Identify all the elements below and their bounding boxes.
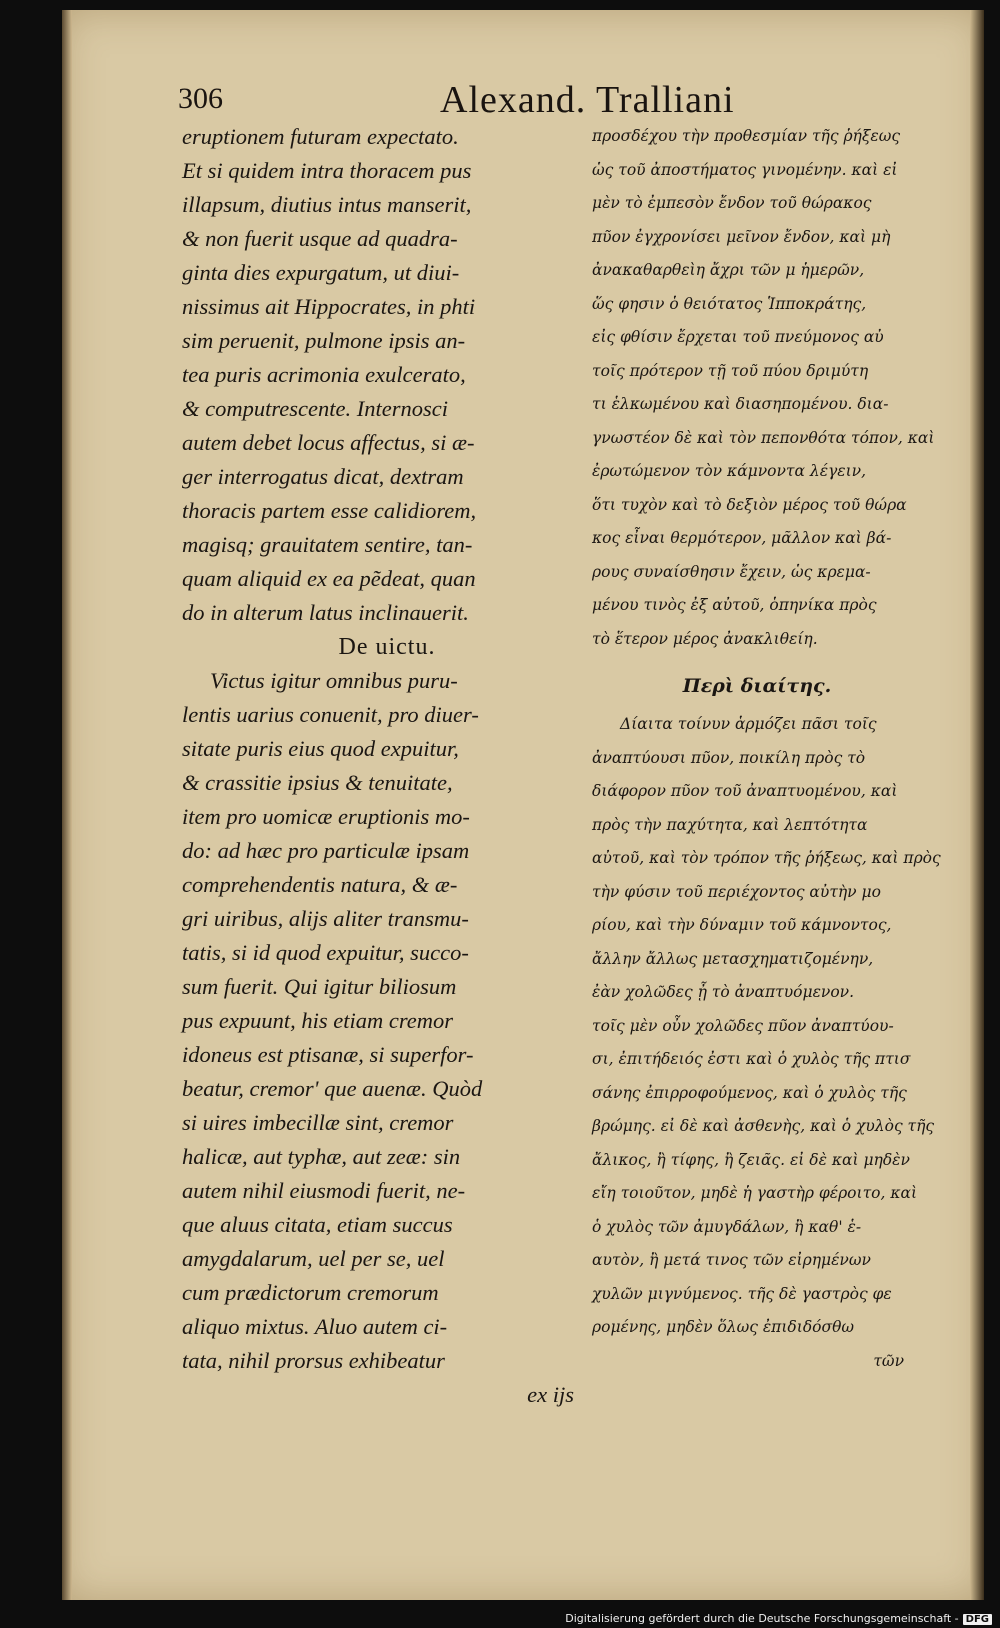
text-line: ἀναπτύουσι πῦον, ποικίλη πρὸς τὸ bbox=[592, 748, 866, 767]
text-line: σι, ἐπιτήδειός ἐστι καὶ ὁ χυλὸς τῆς πτισ bbox=[592, 1050, 911, 1068]
text-line: ἄλικος, ἢ τίφης, ἢ ζειᾶς. εἰ δὲ καὶ μηδὲν bbox=[592, 1150, 910, 1169]
text-line: halicæ, aut typhæ, aut zeæ: sin bbox=[182, 1144, 461, 1169]
digitization-credit bbox=[565, 1612, 992, 1625]
page-edge-shadow bbox=[970, 10, 984, 1600]
text-line: do: ad hæc pro particulæ ipsam bbox=[182, 838, 470, 863]
text-line: sim peruenit, pulmone ipsis an- bbox=[182, 328, 466, 353]
text-line: tatis, si id quod expuitur, succo- bbox=[182, 940, 469, 965]
text-line: ἐρωτώμενον τὸν κάμνοντα λέγειν, bbox=[592, 462, 867, 480]
running-head: Alexand. Tralliani bbox=[440, 79, 735, 121]
greek-column bbox=[592, 120, 941, 1378]
text-line: ἐὰν χολῶδες ᾖ τὸ ἀναπτυόμενον. bbox=[592, 983, 854, 1001]
text-line: ὁ χυλὸς τῶν ἀμυγδάλων, ἢ καθ' ἑ- bbox=[592, 1217, 862, 1236]
text-line: εἴη τοιοῦτον, μηδὲ ἡ γαστὴρ φέροιτο, καὶ bbox=[592, 1184, 918, 1202]
text-line: σάνης ἐπιρροφούμενος, καὶ ὁ χυλὸς τῆς bbox=[592, 1083, 907, 1102]
text-line: μένου τινὸς ἐξ αὐτοῦ, ὁπηνίκα πρὸς bbox=[592, 596, 877, 614]
text-line: eruptionem futuram expectato. bbox=[182, 124, 459, 149]
text-line: Victus igitur omnibus puru- bbox=[210, 668, 458, 693]
text-line: Et si quidem intra thoracem pus bbox=[182, 158, 472, 183]
text-line: εἰς φθίσιν ἔρχεται τοῦ πνεύμονος αὐ bbox=[592, 328, 884, 346]
latin-catchword: ex ijs bbox=[527, 1382, 574, 1407]
text-line: pus expuunt, his etiam cremor bbox=[182, 1008, 453, 1033]
text-line: & computrescente. Internosci bbox=[182, 396, 448, 421]
text-line: ger interrogatus dicat, dextram bbox=[182, 464, 464, 489]
text-line: βρώμης. εἰ δὲ καὶ ἀσθενὴς, καὶ ὁ χυλὸς τῆς bbox=[592, 1117, 935, 1135]
text-line: χυλῶν μιγνύμενος. τῆς δὲ γαστρὸς φε bbox=[592, 1284, 892, 1303]
text-line: πρὸς τὴν παχύτητα, καὶ λεπτότητα bbox=[592, 815, 868, 834]
page-number: 306 bbox=[178, 82, 223, 115]
text-line: Δίαιτα τοίνυν ἁρμόζει πᾶσι τοῖς bbox=[620, 715, 877, 733]
text-line: προσδέχου τὴν προθεσμίαν τῆς ῥήξεως bbox=[592, 127, 901, 145]
text-line: beatur, cremor' que auenæ. Quòd bbox=[182, 1076, 483, 1101]
text-line: nissimus ait Hippocrates, in phti bbox=[182, 294, 476, 319]
text-line: ὅτι τυχὸν καὶ τὸ δεξιὸν μέρος τοῦ θώρα bbox=[592, 495, 907, 514]
text-line: tea puris acrimonia exulcerato, bbox=[182, 362, 466, 387]
latin-section-heading: De uictu. bbox=[338, 634, 436, 660]
text-line: τοῖς μὲν οὖν χολῶδες πῦον ἀναπτύου- bbox=[592, 1016, 894, 1035]
text-line: ginta dies expurgatum, ut diui- bbox=[182, 260, 460, 285]
page-gutter-shadow bbox=[62, 10, 72, 1600]
greek-section-heading: Περὶ διαίτης. bbox=[682, 675, 832, 697]
text-line: autem debet locus affectus, si æ- bbox=[182, 430, 475, 455]
text-line: ρους συναίσθησιν ἔχειν, ὡς κρεμα- bbox=[592, 562, 871, 581]
text-line: πῦον ἐγχρονίσει μεῖνον ἔνδον, καὶ μὴ bbox=[592, 227, 891, 246]
text-line: idoneus est ptisanæ, si superfor- bbox=[182, 1042, 474, 1067]
text-line: quam aliquid ex ea pẽdeat, quan bbox=[182, 566, 476, 591]
text-line: magisq; grauitatem sentire, tan- bbox=[182, 532, 473, 557]
text-line: lentis uarius conuenit, pro diuer- bbox=[182, 702, 479, 727]
greek-text-after-heading bbox=[592, 708, 941, 1345]
text-line: thoracis partem esse calidiorem, bbox=[182, 498, 477, 523]
text-line: gri uiribus, alijs aliter transmu- bbox=[182, 906, 469, 931]
text-line: & crassitie ipsius & tenuitate, bbox=[182, 770, 453, 795]
text-line: διάφορον πῦον τοῦ ἀναπτυομένου, καὶ bbox=[592, 782, 898, 800]
text-line: aliquo mixtus. Aluo autem ci- bbox=[182, 1314, 448, 1339]
text-line: τὴν φύσιν τοῦ περιέχοντος αὐτὴν μο bbox=[592, 882, 881, 901]
text-line: τι ἑλκωμένου καὶ διασηπομένου. δια- bbox=[592, 395, 889, 413]
text-line: τὸ ἕτερον μέρος ἀνακλιθείη. bbox=[592, 629, 818, 648]
text-line: amygdalarum, uel per se, uel bbox=[182, 1246, 445, 1271]
text-line: item pro uomicæ eruptionis mo- bbox=[182, 804, 470, 829]
text-line: κος εἶναι θερμότερον, μᾶλλον καὶ βά- bbox=[592, 529, 892, 547]
text-line: ὡς τοῦ ἀποστήματος γινομένην. καὶ εἰ bbox=[592, 160, 898, 179]
text-line: sitate puris eius quod expuitur, bbox=[182, 736, 459, 761]
text-line: comprehendentis natura, & æ- bbox=[182, 872, 458, 897]
text-line: tata, nihil prorsus exhibeatur bbox=[182, 1348, 445, 1373]
text-line: ρομένης, μηδὲν ὅλως ἐπιδιδόσθω bbox=[592, 1318, 855, 1336]
credit-text: Digitalisierung gefördert durch die Deutsche Forschungsgemeinschaft - bbox=[565, 1612, 959, 1625]
text-line: que aluus citata, etiam succus bbox=[182, 1212, 453, 1237]
greek-catchword: τῶν bbox=[873, 1351, 904, 1370]
latin-text-after-heading bbox=[182, 664, 592, 1378]
latin-column bbox=[182, 120, 592, 1412]
latin-text-before-heading bbox=[182, 120, 592, 630]
text-line: sum fuerit. Qui igitur biliosum bbox=[182, 974, 457, 999]
text-line: autem nihil eiusmodi fuerit, ne- bbox=[182, 1178, 466, 1203]
text-line: γνωστέον δὲ καὶ τὸν πεπονθότα τόπον, καὶ bbox=[592, 428, 935, 447]
text-line: illapsum, diutius intus manserit, bbox=[182, 192, 472, 217]
text-line: ρίου, καὶ τὴν δύναμιν τοῦ κάμνοντος, bbox=[592, 916, 892, 934]
text-line: αυτὸν, ἢ μετά τινος τῶν εἰρημένων bbox=[592, 1251, 871, 1269]
text-line: ἀνακαθαρθεὶη ἄχρι τῶν μ ἡμερῶν, bbox=[592, 261, 865, 279]
text-line: ἄλλην ἄλλως μετασχηματιζομένην, bbox=[592, 949, 874, 968]
text-line: cum prædictorum cremorum bbox=[182, 1280, 439, 1305]
text-line: & non fuerit usque ad quadra- bbox=[182, 226, 458, 251]
text-line: si uires imbecillæ sint, cremor bbox=[182, 1110, 454, 1135]
text-line: ὥς φησιν ὁ θειότατος Ἱπποκράτης, bbox=[592, 294, 867, 313]
dfg-logo: DFG bbox=[963, 1614, 992, 1625]
text-line: τοῖς πρότερον τῇ τοῦ πύου δριμύτη bbox=[592, 361, 869, 380]
text-line: μὲν τὸ ἐμπεσὸν ἔνδον τοῦ θώρακος bbox=[592, 194, 872, 212]
text-line: αὐτοῦ, καὶ τὸν τρόπον τῆς ῥήξεως, καὶ πρὸς bbox=[592, 849, 941, 867]
text-line: do in alterum latus inclinauerit. bbox=[182, 600, 469, 625]
greek-text-before-heading bbox=[592, 120, 935, 656]
